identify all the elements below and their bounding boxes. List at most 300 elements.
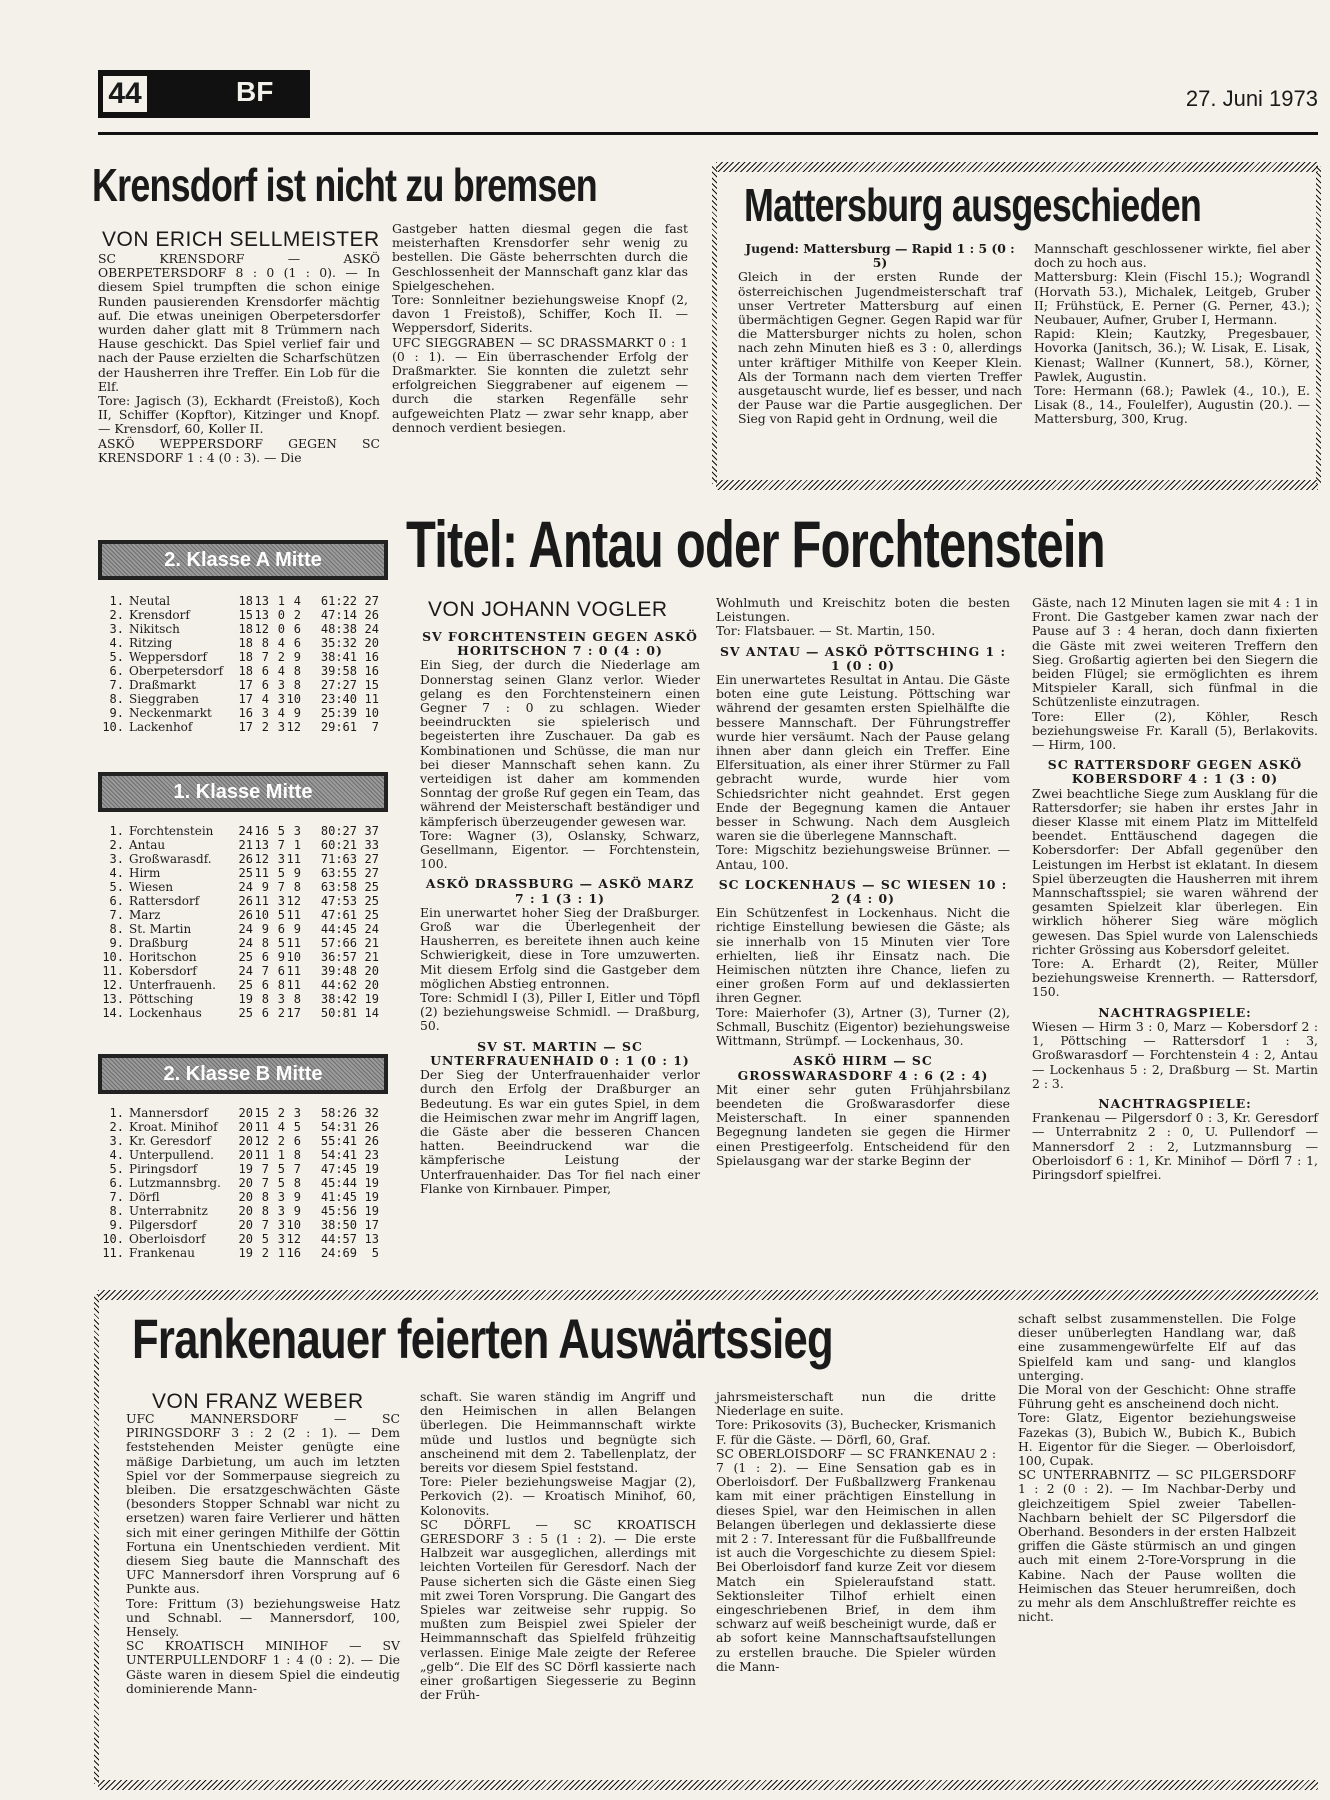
cell-wins: 12	[254, 1134, 269, 1148]
cell-points: 33	[364, 838, 379, 852]
cell-rank: 1.	[109, 594, 124, 608]
cell-wins: 6	[261, 978, 269, 992]
cell-rank: 8.	[109, 1204, 124, 1218]
cell-losses: 10	[286, 1218, 301, 1232]
cell-losses: 11	[286, 964, 301, 978]
cell-games: 26	[238, 894, 253, 908]
cell-goals: 47:53	[320, 894, 357, 908]
table-row	[98, 1006, 388, 1020]
cell-games: 20	[238, 1204, 253, 1218]
cell-team-name: Kroat. Minihof	[129, 1120, 218, 1134]
cell-goals: 47:45	[320, 1162, 357, 1176]
table-row	[98, 664, 388, 678]
cell-rank: 2.	[109, 1120, 124, 1134]
cell-team-name: Neckenmarkt	[129, 706, 212, 720]
cell-points: 19	[364, 1204, 379, 1218]
cell-wins: 5	[261, 1232, 269, 1246]
cell-wins: 7	[261, 650, 269, 664]
cell-goals: 23:40	[320, 692, 357, 706]
cell-rank: 9.	[109, 936, 124, 950]
cell-losses: 17	[286, 1006, 301, 1020]
cell-games: 21	[238, 838, 253, 852]
paragraph: Tore: Frittum (3) beziehungsweise Hatz und Schnabl. — Mannersdorf, 100, Hensely.	[126, 1595, 400, 1640]
cell-goals: 54:41	[320, 1148, 357, 1162]
article-krensdorf-col1	[98, 252, 380, 465]
table-row	[98, 720, 388, 734]
cell-rank: 6.	[109, 1176, 124, 1190]
cell-team-name: Horitschon	[129, 950, 197, 964]
paragraph: Gäste, nach 12 Minuten lagen sie mit 4 : 1 in Front. Die Gastgeber kamen zwar nach der Pause auf 3 : 4 heran, doch dann fixierten die Gäste mit zwei weiteren Treffern den Sieg. Großartig agierten bei den Siegern die beiden Flügel; sie ermöglichten es ihrem Mitspieler Karall, sich fünfmal in die Schützenliste einzutragen.	[1032, 595, 1318, 710]
cell-rank: 3.	[109, 622, 124, 636]
cell-draws: 8	[277, 978, 285, 992]
cell-goals: 63:58	[320, 880, 357, 894]
article-titel-col3	[1032, 596, 1318, 1182]
cell-team-name: Lockenhaus	[129, 1006, 202, 1020]
cell-goals: 48:38	[320, 622, 357, 636]
table-row	[98, 1106, 388, 1120]
cell-rank: 2.	[109, 838, 124, 852]
cell-draws: 3	[277, 692, 285, 706]
cell-team-name: Lutzmannsbrg.	[129, 1176, 221, 1190]
table-row	[98, 838, 388, 852]
cell-team-name: Nikitsch	[129, 622, 180, 636]
cell-losses: 3	[293, 824, 301, 838]
cell-points: 21	[364, 950, 379, 964]
paragraph: Wohlmuth und Kreischitz boten die besten Leistungen.	[716, 595, 1010, 625]
cell-goals: 27:27	[320, 678, 357, 692]
standings-table-1-mitte	[98, 824, 388, 1020]
cell-games: 18	[238, 650, 253, 664]
table-row	[98, 1162, 388, 1176]
paragraph: Tore: Glatz, Eigentor beziehungsweise Fazekas (3), Bubich W., Bubich K., Bubich H. Eigentor für die Sieger. — Oberloisdorf, 100, Cupak.	[1018, 1410, 1296, 1469]
cell-losses: 6	[293, 1134, 301, 1148]
article-titel-col1	[420, 624, 700, 1196]
cell-rank: 13.	[102, 992, 124, 1006]
table-row	[98, 922, 388, 936]
cell-draws: 4	[277, 1120, 285, 1134]
article-frankenau-col4	[1018, 1312, 1296, 1624]
paragraph: Ein Schützenfest in Lockenhaus. Nicht die richtige Einstellung bewiesen die Gäste; als sie innerhalb von 15 Minuten vier Tore erhielten, ließ ihr Einsatz nach. Die Heimischen nützten ihre Chance, liefen zu einer großen Form auf und deklassierten ihren Gegner.	[716, 905, 1010, 1006]
cell-draws: 5	[277, 866, 285, 880]
cell-games: 20	[238, 1106, 253, 1120]
cell-goals: 47:61	[320, 908, 357, 922]
cell-wins: 3	[261, 706, 269, 720]
cell-wins: 6	[261, 664, 269, 678]
byline-weber: VON FRANZ WEBER	[152, 1390, 364, 1413]
cell-rank: 11.	[102, 964, 124, 978]
cell-games: 20	[238, 1148, 253, 1162]
table-title: 2. Klasse A Mitte	[98, 540, 388, 580]
cell-points: 26	[364, 608, 379, 622]
header-rule	[98, 132, 1318, 135]
headline-mattersburg: Mattersburg ausgeschieden	[744, 179, 1202, 231]
cell-team-name: Oberpetersdorf	[129, 664, 224, 678]
cell-points: 7	[371, 720, 379, 734]
cell-games: 17	[238, 720, 253, 734]
cell-wins: 8	[261, 1204, 269, 1218]
cell-points: 26	[364, 1120, 379, 1134]
cell-wins: 11	[254, 894, 269, 908]
article-mattersburg-col2	[1034, 242, 1310, 427]
cell-rank: 5.	[109, 880, 124, 894]
cell-games: 15	[238, 608, 253, 622]
cell-games: 17	[238, 678, 253, 692]
box-border-top	[716, 162, 1318, 172]
cell-points: 11	[364, 692, 379, 706]
cell-goals: 25:39	[320, 706, 357, 720]
paragraph: SC DÖRFL — SC KROATISCH GERESDORF 3 : 5 (1 : 2). — Die erste Halbzeit war ausgeglichen, allerdings mit leichten Vorteilen für Geresdorf. Nach der Pause sicherten sich die Gäste einen Sieg mit zwei Toren Vorsprung. Die Gangart des Spieles war zeitweise sehr ruppig. So mußten zum Beispiel zwei Spieler der Heimmannschaft das Spielfeld frühzeitig verlassen. Einige Male zeigte der Referee „gelb“. Die Elf des SC Dörfl kassierte nach einer großartigen Siegesserie zu Beginn der Früh-	[420, 1516, 696, 1703]
cell-losses: 8	[293, 880, 301, 894]
cell-goals: 44:62	[320, 978, 357, 992]
cell-draws: 3	[277, 992, 285, 1006]
match-heading: SC LOCKENHAUS — SC WIESEN 10 : 2 (4 : 0)	[718, 876, 1008, 907]
cell-rank: 9.	[109, 1218, 124, 1232]
cell-rank: 2.	[109, 608, 124, 622]
cell-draws: 3	[277, 852, 285, 866]
table-row	[98, 936, 388, 950]
paragraph: Tore: Migschitz beziehungsweise Brünner. — Antau, 100.	[716, 842, 1010, 872]
table-row	[98, 692, 388, 706]
table-row	[98, 978, 388, 992]
cell-wins: 6	[261, 678, 269, 692]
cell-draws: 0	[277, 622, 285, 636]
paragraph: Tore: Maierhofer (3), Artner (3), Turner (2), Schmall, Buschitz (Eigentor) beziehungsweise Wittmann, Strümpf. — Lockenhaus, 30.	[716, 1004, 1010, 1049]
cell-team-name: Mannersdorf	[129, 1106, 208, 1120]
cell-goals: 45:44	[320, 1176, 357, 1190]
cell-team-name: Pöttsching	[129, 992, 194, 1006]
cell-points: 25	[364, 894, 379, 908]
paragraph: Mannschaft geschlossener wirkte, fiel aber doch zu hoch aus.	[1034, 241, 1310, 271]
cell-points: 20	[364, 964, 379, 978]
cell-rank: 10.	[102, 950, 124, 964]
table-row	[98, 594, 388, 608]
cell-points: 17	[364, 1218, 379, 1232]
table-row	[98, 622, 388, 636]
cell-losses: 9	[293, 650, 301, 664]
cell-losses: 9	[293, 1204, 301, 1218]
cell-losses: 8	[293, 1148, 301, 1162]
cell-points: 32	[364, 1106, 379, 1120]
table-row	[98, 1204, 388, 1218]
cell-goals: 63:55	[320, 866, 357, 880]
cell-games: 20	[238, 1218, 253, 1232]
byline-vogler: VON JOHANN VOGLER	[428, 598, 668, 621]
cell-goals: 39:58	[320, 664, 357, 678]
table-row	[98, 1218, 388, 1232]
cell-draws: 5	[277, 1176, 285, 1190]
cell-draws: 3	[277, 1232, 285, 1246]
cell-draws: 9	[277, 950, 285, 964]
cell-games: 25	[238, 1006, 253, 1020]
cell-points: 13	[364, 1232, 379, 1246]
cell-draws: 6	[277, 964, 285, 978]
cell-games: 20	[238, 1176, 253, 1190]
cell-losses: 11	[286, 908, 301, 922]
cell-rank: 5.	[109, 1162, 124, 1176]
table-row	[98, 992, 388, 1006]
paragraph: Tore: Jagisch (3), Eckhardt (Freistoß), Koch II, Schiffer (Kopftor), Kitzinger und Knopf. — Krensdorf, 60, Koller II.	[98, 393, 380, 437]
cell-losses: 2	[293, 608, 301, 622]
paragraph: SC UNTERRABNITZ — SC PILGERSDORF 1 : 2 (0 : 2). — Im Nachbar-Derby und gleichzeitigem Spiel zweier Tabellen-Nachbarn behielt der SC Pilgersdorf die Oberhand. Besonders in der ersten Halbzeit griffen die Gäste stürmisch an und gingen auch mit einem 2-Tore-Vorsprung in die Kabine. Nach der Pause wollten die Heimischen das Steuer herumreißen, doch zu mehr als dem Anschlußtreffer reichte es nicht.	[1018, 1467, 1296, 1625]
cell-losses: 12	[286, 1232, 301, 1246]
cell-losses: 8	[293, 1176, 301, 1190]
table-row	[98, 852, 388, 866]
match-heading: SV FORCHTENSTEIN GEGEN ASKÖ HORITSCHON 7 : 0 (4 : 0)	[422, 629, 698, 659]
cell-games: 19	[238, 1162, 253, 1176]
cell-losses: 9	[293, 1190, 301, 1204]
cell-losses: 9	[293, 922, 301, 936]
cell-losses: 8	[293, 678, 301, 692]
cell-goals: 44:57	[320, 1232, 357, 1246]
cell-goals: 36:57	[320, 950, 357, 964]
cell-team-name: Ritzing	[129, 636, 173, 650]
cell-goals: 54:31	[320, 1120, 357, 1134]
cell-losses: 4	[293, 594, 301, 608]
cell-team-name: Sieggraben	[129, 692, 199, 706]
cell-points: 10	[364, 706, 379, 720]
cell-losses: 5	[293, 1120, 301, 1134]
cell-rank: 10.	[102, 1232, 124, 1246]
cell-goals: 24:69	[320, 1246, 357, 1260]
table-row	[98, 824, 388, 838]
cell-wins: 6	[261, 1006, 269, 1020]
cell-rank: 9.	[109, 706, 124, 720]
headline-titel: Titel: Antau oder Forchtenstein	[406, 507, 1105, 581]
headline-frankenau: Frankenauer feierten Auswärtssieg	[132, 1307, 833, 1370]
cell-goals: 57:66	[320, 936, 357, 950]
cell-goals: 38:50	[320, 1218, 357, 1232]
table-title: 2. Klasse B Mitte	[98, 1054, 388, 1094]
cell-draws: 5	[277, 1162, 285, 1176]
paragraph: SC KROATISCH MINIHOF — SV UNTERPULLENDORF 1 : 4 (0 : 2). — Die Gäste waren in diesem Spiel die eindeutig dominierende Mann-	[126, 1638, 400, 1696]
cell-draws: 4	[277, 706, 285, 720]
cell-team-name: Draßburg	[129, 936, 189, 950]
paragraph: Tore: Wagner (3), Oslansky, Schwarz, Gesellmann, Eigentor. — Forchtenstein, 100.	[420, 827, 700, 872]
table-row	[98, 1232, 388, 1246]
box-border-left	[712, 166, 717, 484]
cell-draws: 1	[277, 1148, 285, 1162]
table-row	[98, 608, 388, 622]
cell-goals: 39:48	[320, 964, 357, 978]
match-heading: ASKÖ HIRM — SC GROSSWARASDORF 4 : 6 (2 : 4)	[737, 1053, 989, 1083]
table-row	[98, 1190, 388, 1204]
cell-draws: 5	[277, 936, 285, 950]
article-frankenau-col3	[716, 1390, 996, 1674]
cell-draws: 2	[277, 1006, 285, 1020]
headline-krensdorf: Krensdorf ist nicht zu bremsen	[92, 159, 597, 211]
cell-games: 24	[238, 964, 253, 978]
table-row	[98, 866, 388, 880]
cell-wins: 11	[254, 1120, 269, 1134]
match-heading: NACHTRAGSPIELE:	[1098, 1004, 1252, 1020]
cell-losses: 7	[293, 1162, 301, 1176]
cell-rank: 5.	[109, 650, 124, 664]
cell-points: 14	[364, 1006, 379, 1020]
paragraph: Ein unerwartet hoher Sieg der Draßburger. Groß war die Überlegenheit der Hausherren, es bereitete ihnen auch keine Schwierigkeit, diese in Tore umzuwerten. Mit diesem Erfolg sind die Gastgeber dem möglichen Abstieg entronnen.	[420, 904, 700, 991]
cell-wins: 13	[254, 594, 269, 608]
cell-wins: 13	[254, 608, 269, 622]
cell-team-name: Piringsdorf	[129, 1162, 198, 1176]
cell-wins: 6	[261, 950, 269, 964]
cell-rank: 12.	[102, 978, 124, 992]
match-heading: ASKÖ DRASSBURG — ASKÖ MARZ 7 : 1 (3 : 1)	[425, 876, 695, 906]
cell-draws: 3	[277, 720, 285, 734]
cell-wins: 7	[261, 1162, 269, 1176]
cell-games: 24	[238, 936, 253, 950]
cell-draws: 7	[277, 880, 285, 894]
cell-points: 20	[364, 636, 379, 650]
cell-rank: 7.	[109, 678, 124, 692]
paragraph: SC KRENSDORF — ASKÖ OBERPETERSDORF 8 : 0 (1 : 0). — In diesem Spiel trumpften die schon einige Runden pausierenden Krensdorfer mächtig auf. Die etwas uneinigen Oberpetersdorfer wurden daher glatt mit 8 Trümmern nach Hause geschickt. Das Spiel verlief fair und nach der Pause erzielten die Scharfschützen der Hausherren ihre Treffer. Ein Lob für die Elf.	[98, 251, 380, 394]
cell-goals: 71:63	[320, 852, 357, 866]
cell-draws: 3	[277, 894, 285, 908]
cell-team-name: Weppersdorf	[129, 650, 207, 664]
article-mattersburg-col1	[738, 242, 1022, 427]
cell-losses: 9	[293, 866, 301, 880]
cell-goals: 80:27	[320, 824, 357, 838]
cell-games: 26	[238, 908, 253, 922]
cell-points: 16	[364, 650, 379, 664]
cell-wins: 7	[261, 1218, 269, 1232]
cell-rank: 7.	[109, 908, 124, 922]
cell-games: 20	[238, 1190, 253, 1204]
table-row	[98, 964, 388, 978]
cell-points: 24	[364, 922, 379, 936]
cell-wins: 11	[254, 1148, 269, 1162]
cell-points: 27	[364, 594, 379, 608]
cell-draws: 2	[277, 650, 285, 664]
cell-team-name: Rattersdorf	[129, 894, 200, 908]
paragraph: UFC SIEGGRABEN — SC DRASSMARKT 0 : 1 (0 : 1). — Ein überraschender Erfolg der Draßmarkter. Sie konnten die zuletzt sehr erfolgreichen Sieggrabener auf eigenem — durch die starken Regenfälle sehr aufgeweichten Platz — zwar sehr knapp, aber dennoch verdient besiegen.	[392, 334, 688, 435]
cell-rank: 10.	[102, 720, 124, 734]
cell-team-name: Forchtenstein	[129, 824, 214, 838]
paragraph: Tore: Schmidl I (3), Piller I, Eitler und Töpfl (2) beziehungsweise Schmidl. — Draßburg, 50.	[420, 990, 700, 1034]
table-title: 1. Klasse Mitte	[98, 772, 388, 812]
cell-losses: 9	[293, 706, 301, 720]
cell-losses: 10	[286, 950, 301, 964]
cell-rank: 7.	[109, 1190, 124, 1204]
cell-games: 25	[238, 866, 253, 880]
match-heading: SV ANTAU — ASKÖ PÖTTSCHING 1 : 1 (0 : 0)	[719, 643, 1007, 673]
cell-draws: 3	[277, 1218, 285, 1232]
cell-losses: 12	[286, 894, 301, 908]
cell-games: 18	[238, 636, 253, 650]
cell-points: 26	[364, 1134, 379, 1148]
cell-wins: 9	[261, 922, 269, 936]
cell-team-name: Unterrabnitz	[129, 1204, 208, 1218]
cell-losses: 11	[286, 978, 301, 992]
match-heading: SV ST. MARTIN — SC UNTERFRAUENHAID 0 : 1 (0 : 1)	[430, 1038, 690, 1068]
table-row	[98, 706, 388, 720]
article-frankenau-col2	[420, 1390, 696, 1702]
box-border-bottom	[716, 480, 1318, 490]
cell-points: 19	[364, 1176, 379, 1190]
paragraph: Mit einer sehr guten Frühjahrsbilanz beendeten die Großwarasdorfer diese Meisterschaft. In einer spannenden Begegnung landeten sie gegen die Hirmer einen Prestigeerfolg. Entscheidend für den Spielausgang war der starke Beginn der	[716, 1081, 1010, 1168]
cell-goals: 41:45	[320, 1190, 357, 1204]
cell-rank: 3.	[109, 852, 124, 866]
paragraph: SC OBERLOISDORF — SC FRANKENAU 2 : 7 (1 : 2). — Eine Sensation gab es in Oberloisdorf. Der Fußballzwerg Frankenau kam mit einer prächtigen Einstellung in dieses Spiel, war den Heimischen in allen Belangen überlegen und deklassierte diese mit 2 : 7. Interessant für die Fußballfreunde ist auch die Vorgeschichte zu diesem Spiel: Bei Oberloisdorf fand kurze Zeit vor diesem Match ein Spieleraufstand statt. Sektionsleiter Tilhof erhielt einen eingeschriebenen Brief, in dem ihm schwarz auf weiß bescheinigt wurde, daß er ab sofort keine Mannschaftsaufstellungen zu erstellen brauche. Die Spieler würden die Mann-	[716, 1445, 996, 1674]
cell-games: 26	[238, 852, 253, 866]
cell-losses: 12	[286, 720, 301, 734]
cell-team-name: Dörfl	[129, 1190, 160, 1204]
issue-date: 27. Juni 1973	[1185, 86, 1318, 111]
table-row	[98, 894, 388, 908]
cell-wins: 7	[261, 964, 269, 978]
paragraph: Tore: Sonnleitner beziehungsweise Knopf (2, davon 1 Freistoß), Schiffer, Koch II. — Weppersdorf, Siderits.	[392, 292, 688, 336]
cell-draws: 3	[277, 678, 285, 692]
cell-draws: 2	[277, 1134, 285, 1148]
cell-rank: 4.	[109, 636, 124, 650]
table-row	[98, 880, 388, 894]
cell-losses: 3	[293, 1106, 301, 1120]
cell-games: 18	[238, 664, 253, 678]
cell-rank: 14.	[102, 1006, 124, 1020]
cell-wins: 8	[261, 636, 269, 650]
cell-points: 21	[364, 936, 379, 950]
cell-team-name: Lackenhof	[129, 720, 193, 734]
box-border-right	[1316, 166, 1321, 484]
cell-points: 25	[364, 908, 379, 922]
cell-draws: 5	[277, 908, 285, 922]
cell-draws: 1	[277, 1246, 285, 1260]
cell-games: 18	[238, 594, 253, 608]
cell-team-name: Großwarasdf.	[129, 852, 212, 866]
cell-goals: 38:41	[320, 650, 357, 664]
match-heading: SC RATTERSDORF GEGEN ASKÖ KOBERSDORF 4 : 1 (3 : 0)	[1047, 757, 1303, 787]
cell-wins: 11	[254, 866, 269, 880]
cell-losses: 11	[286, 936, 301, 950]
cell-goals: 38:42	[320, 992, 357, 1006]
cell-points: 16	[364, 664, 379, 678]
cell-wins: 2	[261, 1246, 269, 1260]
cell-losses: 6	[293, 622, 301, 636]
cell-draws: 4	[277, 636, 285, 650]
paragraph: Gleich in der ersten Runde der österreichischen Jugendmeisterschaft traf unser Vertreter Mattersburg auf einen übermächtigen Gegner. Gegen Rapid war für die Mattersburger nichts zu holen, schon nach zehn Minuten hieß es 3 : 0, allerdings unter kräftiger Mithilfe von Keeper Klein. Als der Tormann nach dem vierten Treffer ausgetauscht wurde, lief es besser, und nach der Pause war die Partie ausgeglichen. Der Sieg von Rapid geht in Ordnung, weil die	[738, 269, 1022, 427]
cell-goals: 60:21	[320, 838, 357, 852]
paragraph: Tore: Hermann (68.); Pawlek (4., 10.), E. Lisak (8., 14., Foulelfer), Augustin (20.). — Mattersburg, 300, Krug.	[1034, 383, 1310, 427]
cell-games: 16	[238, 706, 253, 720]
cell-losses: 10	[286, 692, 301, 706]
table-row	[98, 636, 388, 650]
cell-team-name: Marz	[129, 908, 161, 922]
cell-losses: 11	[286, 852, 301, 866]
cell-games: 20	[238, 1232, 253, 1246]
paragraph: Tore: A. Erhardt (2), Reiter, Müller beziehungsweise Krennerth. — Rattersdorf, 150.	[1032, 956, 1318, 1000]
paragraph: Zwei beachtliche Siege zum Ausklang für die Rattersdorfer; sie haben ihr erstes Jahr in dieser Klasse mit einem Platz im Mittelfeld beendet. Enttäuschend dagegen die Kobersdorfer: Der Abfall gegenüber den Leistungen im Herbst ist eklatant. In diesem Spiel überzeugten die Hausherren mit ihrem Mannschaftsspiel; sie waren während der gesamten Spielzeit klar überlegen. Ein wirklich höherer Sieg wäre möglich gewesen. Das Spiel wurde von Lalenschieds richter Grössing aus Kobersdorf geleitet.	[1032, 785, 1318, 957]
cell-draws: 3	[277, 1204, 285, 1218]
paragraph: jahrsmeisterschaft nun die dritte Niederlage en suite.	[716, 1389, 996, 1419]
cell-wins: 8	[261, 1190, 269, 1204]
match-heading: NACHTRAGSPIELE:	[1098, 1095, 1252, 1111]
cell-team-name: Pilgersdorf	[129, 1218, 197, 1232]
paragraph: Tor: Flatsbauer. — St. Martin, 150.	[716, 623, 936, 639]
cell-points: 24	[364, 622, 379, 636]
cell-rank: 6.	[109, 894, 124, 908]
cell-goals: 58:26	[320, 1106, 357, 1120]
cell-games: 19	[238, 1246, 253, 1260]
cell-wins: 8	[261, 936, 269, 950]
cell-goals: 50:81	[320, 1006, 357, 1020]
cell-draws: 3	[277, 1190, 285, 1204]
box-border-left	[94, 1294, 99, 1784]
paragraph: schaft selbst zusammenstellen. Die Folge dieser unüberlegten Handlang war, daß eine zusammengewürfelte Elf auf das Spielfeld kam und sang- und klanglos unterging.	[1018, 1311, 1296, 1383]
cell-team-name: Draßmarkt	[129, 678, 196, 692]
cell-games: 17	[238, 692, 253, 706]
cell-rank: 8.	[109, 922, 124, 936]
cell-goals: 29:61	[320, 720, 357, 734]
box-border-bottom	[98, 1780, 1318, 1790]
cell-team-name: Kr. Geresdorf	[129, 1134, 211, 1148]
